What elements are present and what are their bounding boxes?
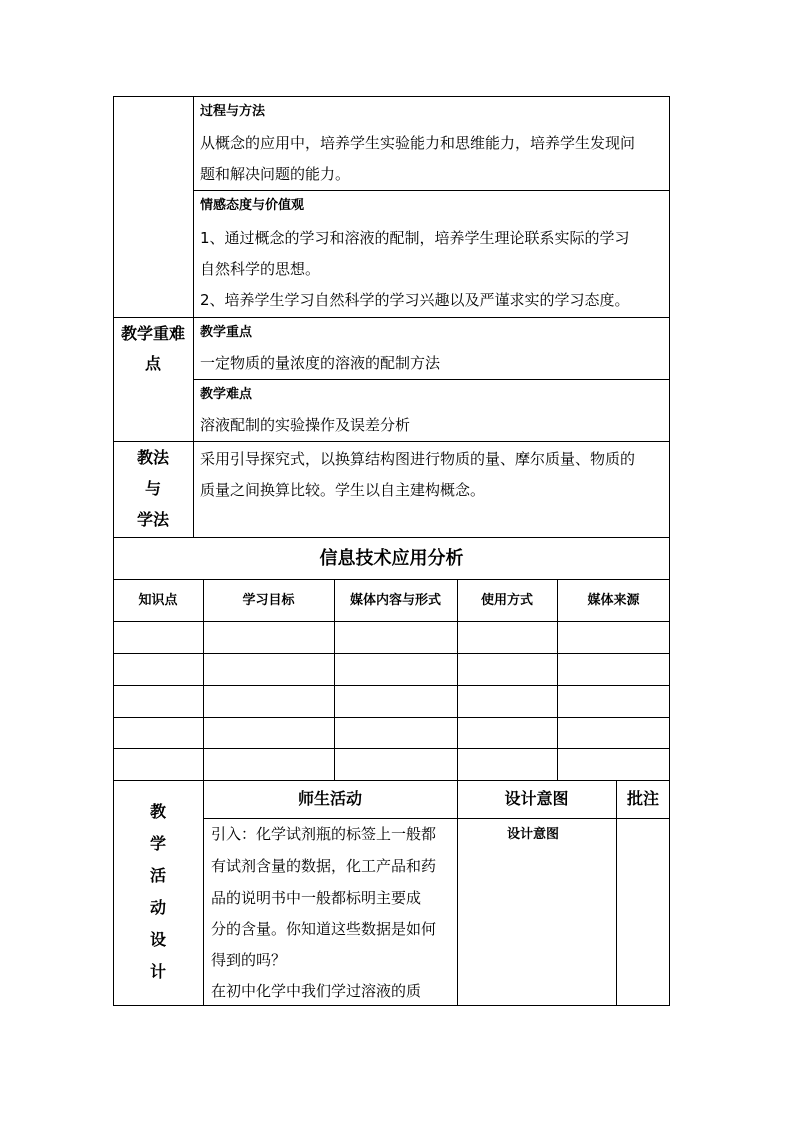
column-header-media-content: 媒体内容与形式 bbox=[349, 593, 441, 608]
intent-subtitle: 设计意图 bbox=[507, 827, 560, 842]
difficult-point-text: 溶液配制的实验操作及误差分析 bbox=[200, 416, 411, 434]
emotion-values-title: 情感态度与价值观 bbox=[200, 198, 305, 213]
process-method-text: 题和解决问题的能力。 bbox=[200, 165, 351, 183]
activity-text-line: 得到的吗？ bbox=[211, 951, 287, 969]
row-divider bbox=[113, 717, 670, 718]
row-divider bbox=[113, 579, 670, 580]
column-header-objective: 学习目标 bbox=[242, 593, 295, 608]
row-divider bbox=[113, 317, 670, 318]
it-analysis-title: 信息技术应用分析 bbox=[319, 548, 464, 569]
methods-label: 学法 bbox=[136, 510, 169, 529]
key-point-title: 教学重点 bbox=[200, 325, 253, 340]
column-header-media-source: 媒体来源 bbox=[587, 593, 640, 608]
difficult-point-title: 教学难点 bbox=[200, 387, 253, 402]
table-border-top bbox=[113, 96, 670, 97]
table-border-bottom bbox=[113, 1005, 670, 1006]
column-header-intent: 设计意图 bbox=[504, 789, 569, 808]
activity-text-line: 引入：化学试剂瓶的标签上一般都 bbox=[211, 825, 437, 843]
activity-text-line: 品的说明书中一般都标明主要成 bbox=[211, 889, 422, 907]
column-divider bbox=[616, 780, 617, 1006]
key-point-text: 一定物质的量浓度的溶液的配制方法 bbox=[200, 354, 441, 372]
row-divider bbox=[193, 190, 670, 191]
emotion-values-text: 2、培养学生学习自然科学的学习兴趣以及严谨求实的学习态度。 bbox=[200, 291, 630, 309]
column-header-usage: 使用方式 bbox=[480, 593, 533, 608]
row-divider bbox=[113, 537, 670, 538]
key-points-label: 点 bbox=[144, 354, 161, 373]
column-header-knowledge: 知识点 bbox=[138, 593, 178, 608]
row-divider bbox=[113, 441, 670, 442]
row-divider bbox=[113, 748, 670, 749]
process-method-title: 过程与方法 bbox=[200, 104, 266, 119]
methods-text: 质量之间换算比较。学生以自主建构概念。 bbox=[200, 481, 486, 499]
activity-design-label-char: 计 bbox=[149, 962, 166, 981]
activity-design-label-char: 学 bbox=[149, 834, 166, 853]
methods-label: 教法 bbox=[136, 448, 169, 467]
activity-design-label-char: 设 bbox=[149, 930, 166, 949]
activity-design-label-char: 动 bbox=[149, 898, 166, 917]
row-divider bbox=[193, 379, 670, 380]
methods-label: 与 bbox=[144, 479, 161, 498]
row-divider bbox=[113, 685, 670, 686]
row-divider bbox=[113, 653, 670, 654]
activity-text-line: 在初中化学中我们学过溶液的质 bbox=[211, 982, 422, 1000]
methods-text: 采用引导探究式，以换算结构图进行物质的量、摩尔质量、物质的 bbox=[200, 450, 636, 468]
row-divider bbox=[113, 780, 670, 781]
activity-text-line: 分的含量。你知道这些数据是如何 bbox=[211, 920, 437, 938]
row-divider bbox=[113, 621, 670, 622]
emotion-values-text: 自然科学的思想。 bbox=[200, 260, 321, 278]
activity-text-line: 有试剂含量的数据，化工产品和药 bbox=[211, 857, 437, 875]
row-divider bbox=[203, 818, 670, 819]
column-header-note: 批注 bbox=[626, 789, 659, 808]
column-header-activity: 师生活动 bbox=[297, 789, 362, 808]
activity-design-label-char: 教 bbox=[149, 802, 166, 821]
key-points-label: 教学重难 bbox=[120, 324, 185, 343]
emotion-values-text: 1、通过概念的学习和溶液的配制，培养学生理论联系实际的学习 bbox=[200, 229, 630, 247]
process-method-text: 从概念的应用中，培养学生实验能力和思维能力，培养学生发现问 bbox=[200, 134, 636, 152]
activity-design-label-char: 活 bbox=[149, 866, 166, 885]
